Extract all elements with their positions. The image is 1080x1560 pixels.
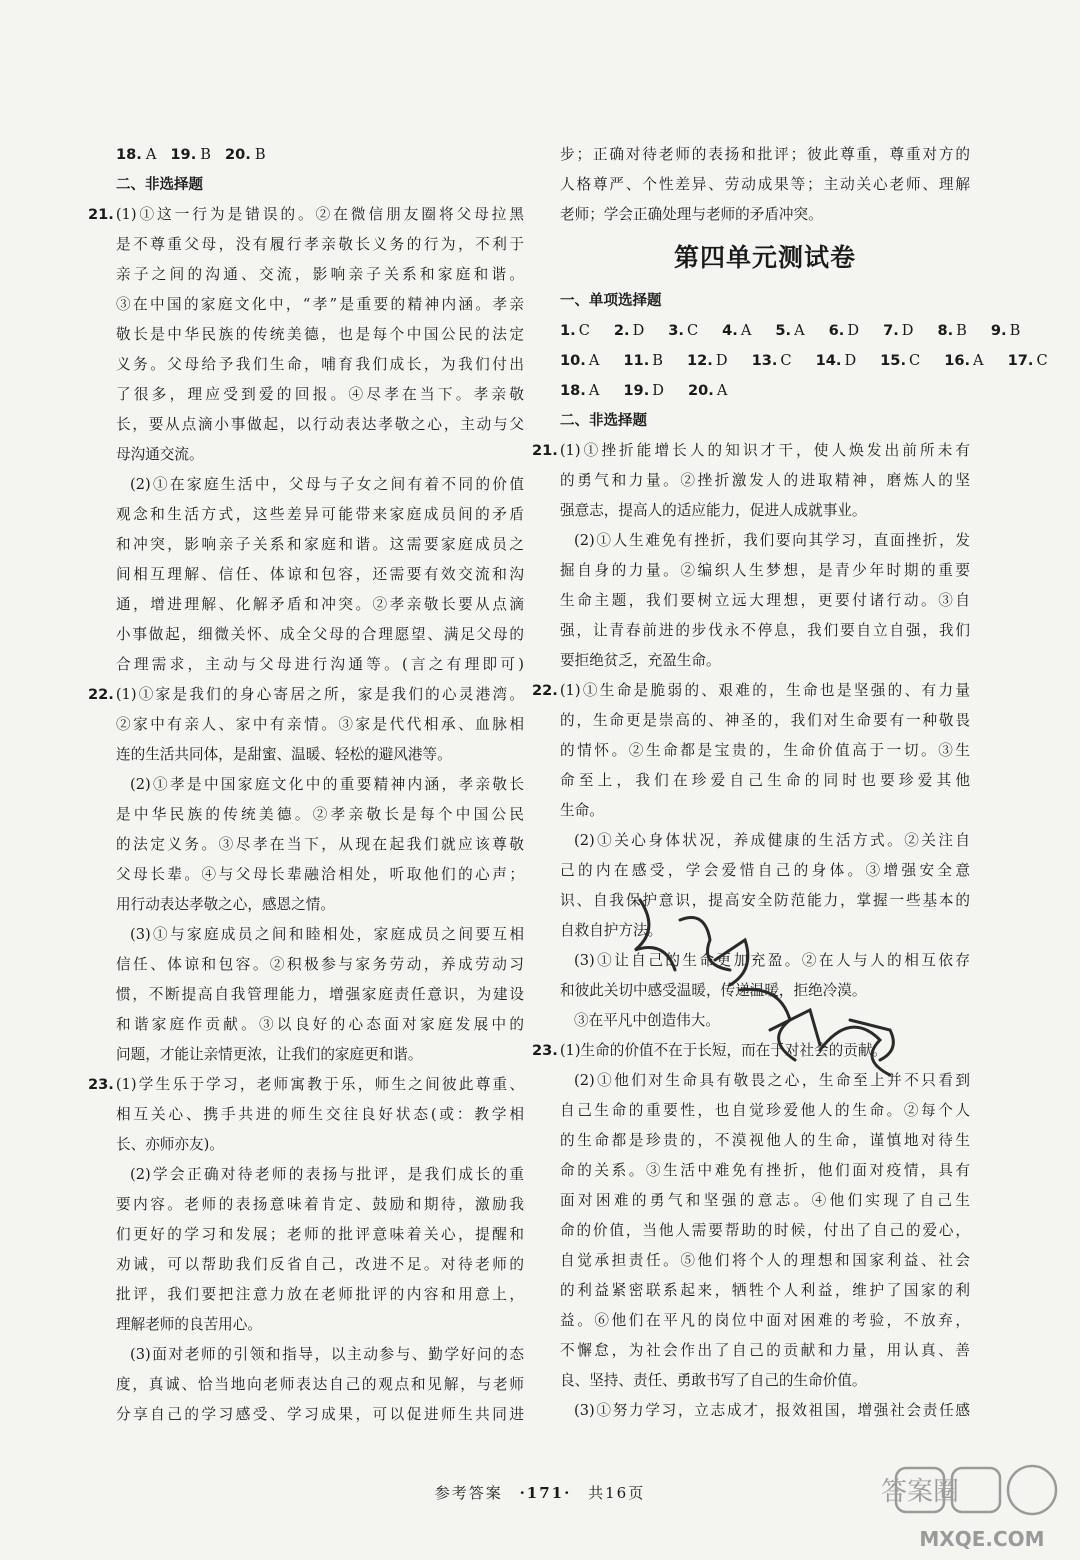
answer-text-line: 间相互理解、信任、体谅和包容，还需要有效交流和沟 (116, 566, 524, 583)
answer-text-line: ②家中有亲人、家中有亲情。③家是代代相承、血脉相 (116, 716, 524, 733)
answer-text-line: 批评，我们要把注意力放在老师批评的内容和用意上， (116, 1286, 524, 1303)
answer-text-line: 母沟通交流。 (116, 446, 204, 463)
answer-text-line: (3)面对老师的引领和指导，以主动参与、勤学好问的态 (130, 1346, 524, 1363)
question-number: 21. (532, 442, 558, 459)
handwritten-scribble (620, 880, 940, 1110)
answer-item: 20. B (225, 146, 266, 163)
answer-item: 18. A (116, 146, 157, 163)
answer-text-line: 要内容。老师的表扬意味着肯定、鼓励和期待，激励我 (116, 1196, 524, 1213)
answer-item: 4. A (722, 322, 752, 339)
answer-text-line: 合理需求，主动与父母进行沟通等。(言之有理即可) (116, 656, 524, 673)
answer-text-line: 益。⑥他们在平凡的岗位中面对困难的考验，不放弃， (560, 1312, 970, 1329)
answer-item: 1. C (560, 322, 590, 339)
answer-text-line: 是不尊重父母，没有履行孝亲敬长义务的行为，不利于 (116, 236, 524, 253)
answer-row (116, 140, 524, 170)
answer-text-line: 的生命都是珍贵的，不漠视他人的生命，谨慎地对待生 (560, 1132, 970, 1149)
answer-text-line: 自觉承担责任。⑤他们将个人的理想和国家利益、社会 (560, 1252, 970, 1269)
answer-text-line: 掘自身的力量。②编织人生梦想，是青少年时期的重要 (560, 562, 970, 579)
answer-text-line: 自己生命的重要性，也自觉珍爱他人的生命。②每个人 (560, 1102, 970, 1119)
answer-text-line: 老师；学会正确处理与老师的矛盾冲突。 (560, 206, 823, 223)
answer-text-line: 和冲突，影响亲子关系和家庭和谐。这需要家庭成员之 (116, 536, 524, 553)
answer-item: 11. B (623, 352, 663, 369)
site-watermark-logo (880, 1460, 1070, 1556)
answer-text-line: 用行动表达孝敬之心，感恩之情。 (116, 896, 335, 913)
answer-text-line: 的，生命更是崇高的、神圣的，我们对生命要有一种敬畏 (560, 712, 970, 729)
answer-text-line: 己的内在感受，学会爱惜自己的身体。③增强安全意 (560, 862, 970, 879)
answer-text-line: 强意志，提高人的适应能力，促进人成就事业。 (560, 502, 867, 519)
section-heading: 二、非选择题 (116, 177, 203, 193)
answer-text-line: 亲子之间的沟通、交流，影响亲子关系和家庭和谐。 (116, 266, 524, 283)
answer-text-line: (3)①让自己的生命更加充盈。②在人与人的相互依存 (574, 952, 970, 969)
answer-item: 19. B (170, 146, 211, 163)
answer-text-line: 问题，才能让亲情更浓，让我们的家庭更和谐。 (116, 1046, 423, 1063)
answer-text-line: 了很多，理应受到爱的回报。④尽孝在当下。孝亲敬 (116, 386, 524, 403)
answer-text-line: 相互关心、携手共进的师生交往良好状态(或：教学相 (116, 1106, 524, 1123)
answer-text-line: 命的价值，当他人需要帮助的时候，付出了自己的爱心， (560, 1222, 970, 1239)
svg-text:答案圈: 答案圈 (880, 1477, 960, 1507)
answer-row (560, 346, 1048, 376)
answer-text-line: 理解老师的良苦用心。 (116, 1316, 262, 1333)
answer-text-line: 面对困难的勇气和坚强的意志。④他们实现了自己生 (560, 1192, 970, 1209)
question-number: 21. (88, 206, 114, 223)
question-first-line: 21. (1)①这一行为是错误的。②在微信朋友圈将父母拉黑 (88, 206, 524, 223)
answer-text-line: 和谐家庭作贡献。③以良好的心态面对家庭发展中的 (116, 1016, 524, 1033)
answer-text-line: 度，真诚、恰当地向老师表达自己的观点和见解，与老师 (116, 1376, 524, 1393)
answer-text-line: (3)①与家庭成员之间和睦相处，家庭成员之间要互相 (130, 926, 524, 943)
section-heading-choice: 一、单项选择题 (560, 293, 662, 309)
answer-text-line: (2)①孝是中国家庭文化中的重要精神内涵，孝亲敬长 (130, 776, 524, 793)
answer-item: 3. C (668, 322, 699, 339)
question-number: 23. (88, 1076, 114, 1093)
answer-item: 8. B (937, 322, 967, 339)
answer-text-line: 信任、体谅和包容。②积极参与家务劳动，养成劳动习 (116, 956, 524, 973)
answer-text-line: (2)①在家庭生活中，父母与子女之间有着不同的价值 (130, 476, 524, 493)
answer-text-line: 要拒绝贫乏，充盈生命。 (560, 652, 721, 669)
left-column (88, 140, 524, 1430)
answer-text-line: ③在平凡中创造伟大。 (574, 1012, 720, 1029)
question-first-line: 23. (1)学生乐于学习，老师寓教于乐，师生之间彼此尊重、 (88, 1076, 524, 1093)
question-first-line: 21. (1)①挫折能增长人的知识才干，使人焕发出前所未有 (532, 442, 970, 459)
question-first-line: 22. (1)①生命是脆弱的、艰难的，生命也是坚强的、有力量 (532, 682, 970, 699)
answer-text-line: 观念和生活方式，这些差异可能带来家庭成员间的矛盾 (116, 506, 524, 523)
answer-text-line: 连的生活共同体，是甜蜜、温暖、轻松的避风港等。 (116, 746, 452, 763)
page-number: ·171· (519, 1484, 572, 1502)
question-number: 22. (88, 686, 114, 703)
svg-text:MXQE.COM: MXQE.COM (919, 1527, 1045, 1551)
answer-text-line: 父母长辈。④与父母长辈融洽相处，听取他们的心声； (116, 866, 524, 883)
answer-text-line: 的利益紧密联系起来，牺牲个人利益，维护了国家的利 (560, 1282, 970, 1299)
answer-text-line: 的情怀。②生命都是宝贵的，生命价值高于一切。③生 (560, 742, 970, 759)
answer-row (560, 376, 970, 406)
answer-item: 18. A (560, 382, 600, 399)
answer-item: 6. D (828, 322, 860, 339)
answer-text-line: 的勇气和力量。②挫折激发人的进取精神，磨炼人的坚 (560, 472, 970, 489)
answer-text-line: 们更好的学习和发展；老师的批评意味着关心，提醒和 (116, 1226, 524, 1243)
answer-text-line: (2)①他们对生命具有敬畏之心，生命至上并不只看到 (574, 1072, 970, 1089)
answer-item: 10. A (560, 352, 600, 369)
answer-text-line: 小事做起，细微关怀、成全父母的合理愿望、满足父母的 (116, 626, 524, 643)
answer-text-line: 命的关系。③生活中难免有挫折，他们面对疫情，具有 (560, 1162, 970, 1179)
answer-text-line: 惯，不断提高自我管理能力，增强家庭责任意识，为建设 (116, 986, 524, 1003)
answer-text-line: 步；正确对待老师的表扬和批评；彼此尊重，尊重对方的 (560, 146, 970, 163)
question-number: 23. (532, 1042, 558, 1059)
answer-text-line: ③在中国的家庭文化中，“孝”是重要的精神内涵。孝亲 (116, 296, 524, 313)
right-column (532, 140, 1048, 1426)
answer-text-line: 和彼此关切中感受温暖，传递温暖，拒绝冷漠。 (560, 982, 867, 999)
answer-text-line: (3)①努力学习，立志成才，报效祖国，增强社会责任感 (574, 1402, 970, 1419)
answer-text-line: 良、坚持、责任、勇敢书写了自己的生命价值。 (560, 1372, 867, 1389)
answer-item: 9. B (990, 322, 1021, 339)
answer-text-line: 是中华民族的传统美德。②孝亲敬长是每个中国公民 (116, 806, 524, 823)
answer-item: 19. D (623, 382, 664, 399)
answer-text-line: 义务。父母给予我们生命，哺育我们成长，为我们付出 (116, 356, 524, 373)
answer-text-line: 通，增进理解、化解矛盾和冲突。②孝亲敬长要从点滴 (116, 596, 524, 613)
footer-label: 参考答案 (434, 1484, 503, 1502)
answer-text-line: (2)①关心身体状况，养成健康的生活方式。②关注自 (574, 832, 970, 849)
answer-item: 15. C (880, 352, 921, 369)
answer-text-line: 的法定义务。③尽孝在当下，从现在起我们就应该尊敬 (116, 836, 524, 853)
answer-text-line: 生命主题，我们要树立远大理想，更要付诸行动。③自 (560, 592, 970, 609)
answer-text-line: 自救自护方法。 (560, 922, 663, 939)
question-first-line: 23. (1)生命的价值不在于长短，而在于对社会的贡献。 (532, 1042, 888, 1059)
question-number: 22. (532, 682, 558, 699)
answer-item: 17. C (1007, 352, 1048, 369)
answer-text-line: 敬长是中华民族的传统美德，也是每个中国公民的法定 (116, 326, 524, 343)
answer-text-line: 长、亦师亦友)。 (116, 1136, 224, 1153)
answer-item: 13. C (751, 352, 792, 369)
answer-row (560, 316, 1021, 346)
answer-text-line: (2)①人生难免有挫折，我们要向其学习，直面挫折，发 (574, 532, 970, 549)
answer-text-line: (2)学会正确对待老师的表扬与批评，是我们成长的重 (130, 1166, 524, 1183)
answer-text-line: 不懈怠，为社会作出了自己的贡献和力量，用认真、善 (560, 1342, 970, 1359)
answer-text-line: 强，让青春前进的步伐永不停息，我们要自立自强，我们 (560, 622, 970, 639)
answer-text-line: 命至上，我们在珍爱自己生命的同时也要珍爱其他 (560, 772, 970, 789)
answer-item: 5. A (775, 322, 805, 339)
unit-title: 第四单元测试卷 (673, 243, 856, 272)
answer-item: 20. A (687, 382, 728, 399)
section-heading-nonchoice: 二、非选择题 (560, 413, 647, 429)
answer-item: 12. D (687, 352, 728, 369)
choice-answer-rows (560, 316, 1048, 406)
answer-item: 2. D (613, 322, 645, 339)
continued-answer-block (560, 140, 970, 230)
answer-text-line: 生命。 (560, 802, 604, 819)
total-pages: 共16页 (588, 1484, 646, 1502)
answer-text-line: 劝诫，可以帮助我们反省自己，改进不足。对待老师的 (116, 1256, 524, 1273)
answer-text-line: 分享自己的学习感受、学习成果，可以促进师生共同进 (116, 1406, 524, 1423)
answer-item: 14. D (815, 352, 857, 369)
page-footer (0, 1482, 1080, 1503)
answer-text-line: 长，要从点滴小事做起，以行动表达孝敬之心，主动与父 (116, 416, 524, 433)
answer-item: 16. A (944, 352, 984, 369)
question-first-line: 22. (1)①家是我们的身心寄居之所，家是我们的心灵港湾。 (88, 686, 524, 703)
answer-text-line: 人格尊严、个性差异、劳动成果等；主动关心老师、理解 (560, 176, 970, 193)
answer-item: 7. D (883, 322, 914, 339)
answer-text-line: 识、自我保护意识，提高安全防范能力，掌握一些基本的 (560, 892, 970, 909)
